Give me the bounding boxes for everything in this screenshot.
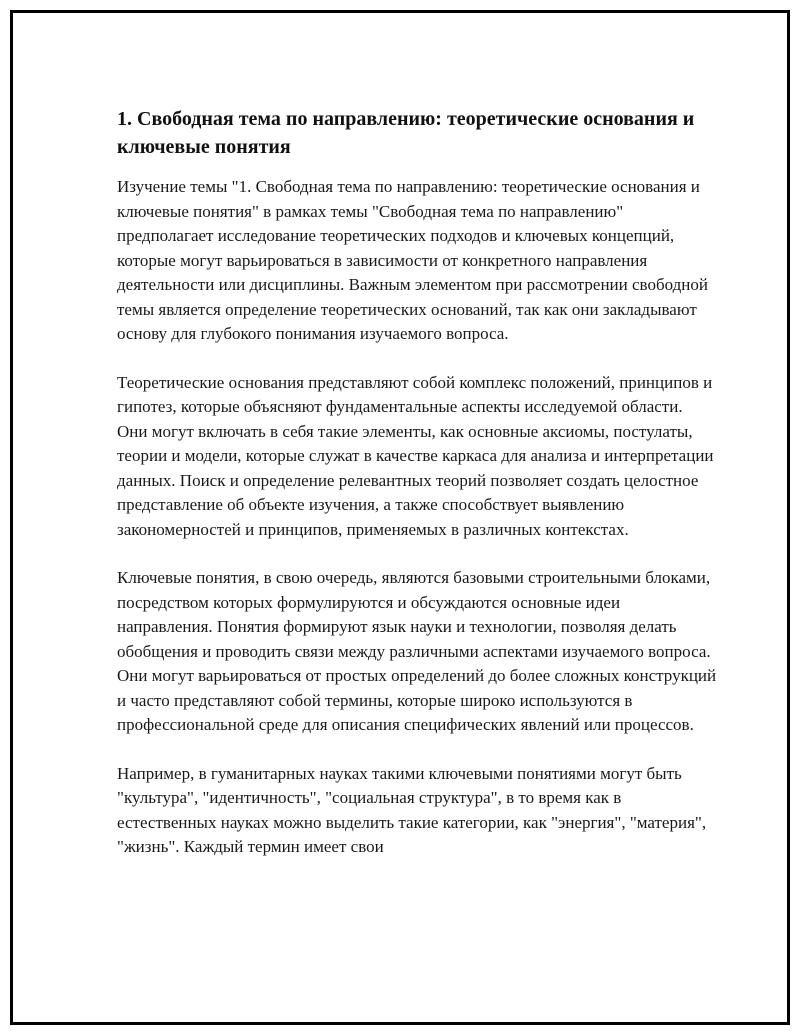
paragraph-theoretical-foundations: Теоретические основания представляют собой комплекс положений, принципов и гипотез, которые объясняют фундаментальные аспекты исследуемой области. Они могут включать в себя такие элементы, как основные аксиомы, постулаты, теории и модели, которые служат в качестве каркаса для анализа и интерпретации данных. Поиск и определение релевантных теорий позволяет создать целостное представление об объекте изучения, а также способствует выявлению закономерностей и принципов, применяемых в различных контекстах.	[117, 372, 714, 539]
paragraph-key-concepts: Ключевые понятия, в свою очередь, являются базовыми строительными блоками, посредством которых формулируются и обсуждаются основные идеи направления. Понятия формируют язык науки и технологии, позволяя делать обобщения и проводить связи между различными аспектами изучаемого вопроса. Они могут варьироваться от простых определений до более сложных конструкций и часто представляют собой термины, которые широко используются в профессиональной среде для описания специфических явлений или процессов.	[117, 568, 717, 734]
page-frame	[10, 10, 790, 1025]
paragraph-examples: Например, в гуманитарных науках такими ключевыми понятиями могут быть "культура", "идентичность", "социальная структура", в то время как в естественных науках можно выделить такие категории, как "энергия", "материя", "жизнь". Каждый термин имеет свои	[117, 763, 707, 856]
document-title: 1. Свободная тема по направлению: теоретические основания и ключевые понятия	[117, 108, 695, 158]
paragraph-intro: Изучение темы "1. Свободная тема по направлению: теоретические основания и ключевые понятия" в рамках темы "Свободная тема по направлению" предполагает исследование теоретических подходов и ключевых концепций, которые могут варьироваться в зависимости от конкретного направления деятельности или дисциплины. Важным элементом при рассмотрении свободной темы является определение теоретических оснований, так как они закладывают основу для глубокого понимания изучаемого вопроса.	[117, 177, 708, 343]
document-body	[117, 105, 717, 884]
